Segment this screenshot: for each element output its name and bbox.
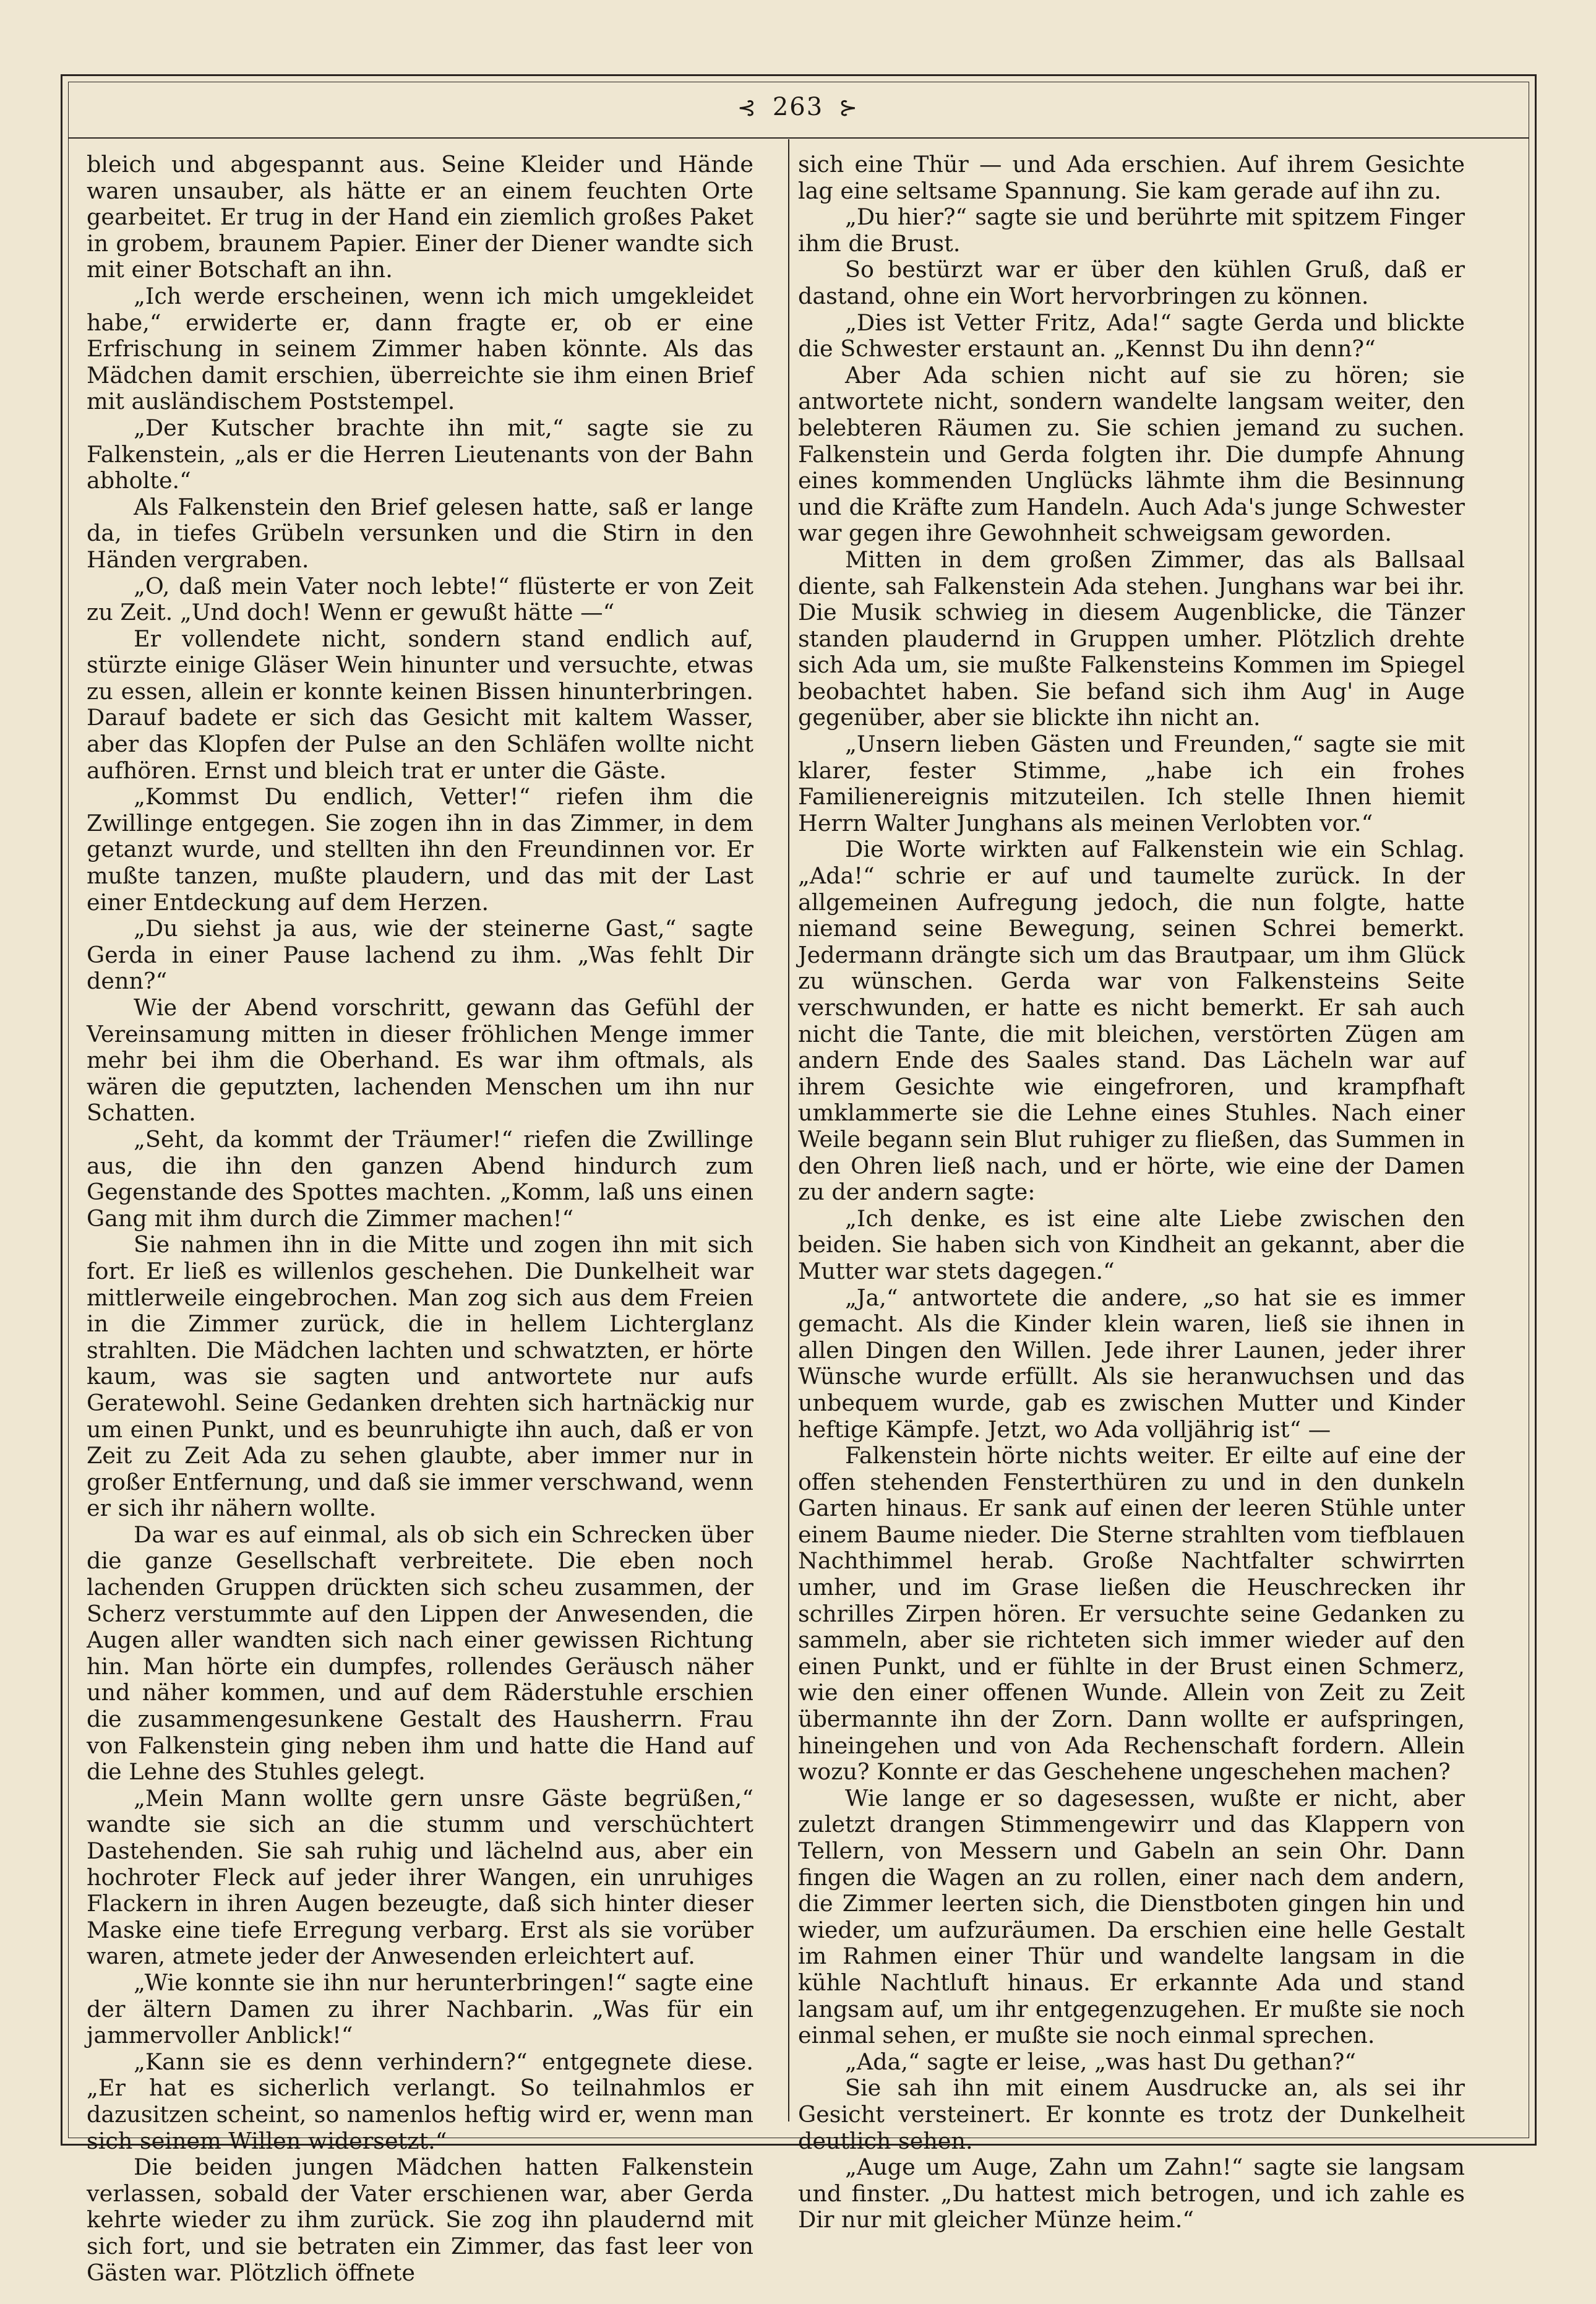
paragraph: bleich und abgespannt aus. Seine Kleider und Hände waren unsauber, als hätte er an einem feuchten Orte gearbeitet. Er trug in der Hand ein ziemlich großes Paket in grobem, braunem Papier. Einer der Diener wandte sich mit einer Botschaft an ihn. [87,151,753,283]
paragraph: Falkenstein hörte nichts weiter. Er eilte auf eine der offen stehenden Fensterthüren zu und in den dunkeln Garten hinaus. Er sank auf einen der leeren Stühle unter einem Baume nieder. Die Sterne strahlten vom tiefblauen Nachthimmel herab. Große Nachtfalter schwirrten umher, und im Grase ließen die Heuschrecken ihr schrilles Zirpen hören. Er versuchte seine Gedanken zu sammeln, aber sie richteten sich immer wieder auf den einen Punkt, und er fühlte in der Brust einen Schmerz, wie den einer offenen Wunde. Allein von Zeit zu Zeit übermannte ihn der Zorn. Dann wollte er aufspringen, hineingehen und von Ada Rechenschaft fordern. Allein wozu? Konnte er das Geschehene ungeschehen machen? [798,1442,1465,1786]
paragraph: „Seht, da kommt der Träumer!“ riefen die Zwillinge aus, die ihn den ganzen Abend hindurch zum Gegenstande des Spottes machten. „Komm, laß uns einen Gang mit ihm durch die Zimmer machen!“ [87,1125,753,1232]
right-column [798,151,1465,2233]
paragraph: Sie sah ihn mit einem Ausdrucke an, als sei ihr Gesicht versteinert. Er konnte es trotz der Dunkelheit deutlich sehen. [798,2074,1465,2154]
paragraph: „Du siehst ja aus, wie der steinerne Gast,“ sagte Gerda in einer Pause lachend zu ihm. „Was fehlt Dir denn?“ [87,915,753,995]
paragraph: „Mein Mann wollte gern unsre Gäste begrüßen,“ wandte sie sich an die stumm und verschüchtert Dastehenden. Sie sah ruhig und lächelnd aus, aber ein hochroter Fleck auf jeder ihrer Wangen, ein unruhiges Flackern in ihren Augen bezeugte, daß sich hinter dieser Maske eine tiefe Erregung verbarg. Erst als sie vorüber waren, atmete jeder der Anwesenden erleichtert auf. [87,1784,753,1970]
paragraph: sich eine Thür — und Ada erschien. Auf ihrem Gesichte lag eine seltsame Spannung. Sie kam gerade auf ihn zu. [798,151,1465,204]
paragraph: Da war es auf einmal, als ob sich ein Schrecken über die ganze Gesellschaft verbreitete. Die eben noch lachenden Gruppen drückten sich scheu zusammen, der Scherz verstummte auf den Lippen der Anwesenden, die Augen aller wandten sich nach einer gewissen Richtung hin. Man hörte ein dumpfes, rollendes Geräusch näher und näher kommen, und auf dem Räderstuhle erschien die zusammengesunkene Gestalt des Hausherrn. Frau von Falkenstein ging neben ihm und hatte die Hand auf die Lehne des Stuhles gelegt. [87,1521,753,1786]
paragraph: „Du hier?“ sagte sie und berührte mit spitzem Finger ihm die Brust. [798,204,1465,257]
paragraph: Mitten in dem großen Zimmer, das als Ballsaal diente, sah Falkenstein Ada stehen. Junghans war bei ihr. Die Musik schwieg in diesem Augenblicke, die Tänzer standen plaudernd in Gruppen umher. Plötzlich drehte sich Ada um, sie mußte Falkensteins Kommen im Spiegel beobachtet haben. Sie befand sich ihm Aug' in Auge gegenüber, aber sie blickte ihn nicht an. [798,546,1465,731]
page-number: 263 [772,93,824,121]
ornament-left-icon: ⊰ [737,95,758,121]
ornament-right-icon: ⊱ [838,95,859,121]
paragraph: „Ada,“ sagte er leise, „was hast Du gethan?“ [845,2048,1357,2075]
paragraph: Als Falkenstein den Brief gelesen hatte, saß er lange da, in tiefes Grübeln versunken und die Stirn in den Händen vergraben. [87,493,753,573]
column-divider [788,139,789,2121]
paragraph: „Ich werde erscheinen, wenn ich mich umgekleidet habe,“ erwiderte er, dann fragte er, ob er eine Erfrischung in seinem Zimmer haben könnte. Als das Mädchen damit erschien, überreichte sie ihm einen Brief mit ausländischem Poststempel. [87,282,753,415]
paragraph: „Der Kutscher brachte ihn mit,“ sagte sie zu Falkenstein, „als er die Herren Lieutenants von der Bahn abholte.“ [87,414,753,494]
paragraph: Sie nahmen ihn in die Mitte und zogen ihn mit sich fort. Er ließ es willenlos geschehen. Die Dunkelheit war mittlerweile eingebrochen. Man zog sich aus dem Freien in die Zimmer zurück, die in hellem Lichterglanz strahlten. Die Mädchen lachten und schwatzten, er hörte kaum, was sie sagten und antwortete nur aufs Geratewohl. Seine Gedanken drehten sich hartnäckig nur um einen Punkt, und es beunruhigte ihn auch, daß er von Zeit zu Zeit Ada zu sehen glaubte, aber immer nur in großer Entfernung, und daß sie immer verschwand, wenn er sich ihr nähern wollte. [87,1231,753,1522]
paragraph: Wie lange er so dagesessen, wußte er nicht, aber zuletzt drangen Stimmengewirr und das Klappern von Tellern, von Messern und Gabeln an sein Ohr. Dann fingen die Wagen an zu rollen, einer nach dem andern, die Zimmer leerten sich, die Dienstboten gingen hin und wieder, um aufzuräumen. Da erschien eine helle Gestalt im Rahmen einer Thür und wandelte langsam in die kühle Nachtluft hinaus. Er erkannte Ada und stand langsam auf, um ihr entgegenzugehen. Er mußte sie noch einmal sehen, er mußte sie noch einmal sprechen. [798,1784,1465,2049]
paragraph: Wie der Abend vorschritt, gewann das Gefühl der Vereinsamung mitten in dieser fröhlichen Menge immer mehr bei ihm die Oberhand. Es war ihm oftmals, als wären die geputzten, lachenden Menschen um ihn nur Schatten. [87,994,753,1127]
paragraph: „Wie konnte sie ihn nur herunterbringen!“ sagte eine der ältern Damen zu ihrer Nachbarin. „Was für ein jammervoller Anblick!“ [87,1969,753,2049]
paragraph: „Kann sie es denn verhindern?“ entgegnete diese. „Er hat es sicherlich verlangt. So teilnahmlos er dazusitzen scheint, so namenlos heftig wird er, wenn man sich seinem Willen widersetzt.“ [87,2048,753,2154]
paragraph: „Ja,“ antwortete die andere, „so hat sie es immer gemacht. Als die Kinder klein waren, ließ sie ihnen in allen Dingen den Willen. Jede ihrer Launen, jeder ihrer Wünsche wurde erfüllt. Als sie heranwuchsen und das unbequem wurde, gab es zwischen Mutter und Kinder heftige Kämpfe. Jetzt, wo Ada volljährig ist“ — [798,1284,1465,1443]
page-number-header [0,93,1596,121]
paragraph: Die Worte wirkten auf Falkenstein wie ein Schlag. „Ada!“ schrie er auf und taumelte zurück. In der allgemeinen Aufregung jedoch, die nun folgte, hatte niemand seine Bewegung, seinen Schrei bemerkt. Jedermann drängte sich um das Brautpaar, um ihm Glück zu wünschen. Gerda war von Falkensteins Seite verschwunden, er hatte es nicht bemerkt. Er sah auch nicht die Tante, die mit bleichen, verstörten Zügen am andern Ende des Saales stand. Das Lächeln war auf ihrem Gesichte wie eingefroren, und krampfhaft umklammerte sie die Lehne eines Stuhles. Nach einer Weile begann sein Blut ruhiger zu fließen, das Summen in den Ohren ließ nach, und er hörte, wie eine der Damen zu der andern sagte: [798,836,1465,1206]
left-column [87,151,753,2286]
paragraph: „Ich denke, es ist eine alte Liebe zwischen den beiden. Sie haben sich von Kindheit an gekannt, aber die Mutter war stets dagegen.“ [798,1205,1465,1284]
header-rule [68,137,1529,139]
paragraph: „Kommst Du endlich, Vetter!“ riefen ihm die Zwillinge entgegen. Sie zogen ihn in das Zimmer, in dem getanzt wurde, und stellten ihn den Freundinnen vor. Er mußte tanzen, mußte plaudern, und das mit der Last einer Entdeckung auf dem Herzen. [87,783,753,916]
paragraph: Aber Ada schien nicht auf sie zu hören; sie antwortete nicht, sondern wandelte langsam weiter, den belebteren Räumen zu. Sie schien jemand zu suchen. Falkenstein und Gerda folgten ihr. Die dumpfe Ahnung eines kommenden Unglücks lähmte ihm die Besinnung und die Kräfte zum Handeln. Auch Ada's junge Schwester war gegen ihre Gewohnheit schweigsam geworden. [798,361,1465,547]
paragraph: „Auge um Auge, Zahn um Zahn!“ sagte sie langsam und finster. „Du hattest mich betrogen, und ich zahle es Dir nur mit gleicher Münze heim.“ [798,2154,1465,2233]
paragraph: „O, daß mein Vater noch lebte!“ flüsterte er von Zeit zu Zeit. „Und doch! Wenn er gewußt hätte —“ [87,572,753,626]
paragraph: Er vollendete nicht, sondern stand endlich auf, stürzte einige Gläser Wein hinunter und versuchte, etwas zu essen, allein er konnte keinen Bissen hinunterbringen. Darauf badete er sich das Gesicht mit kaltem Wasser, aber das Klopfen der Pulse an den Schläfen wollte nicht aufhören. Ernst und bleich trat er unter die Gäste. [87,625,753,784]
paragraph: „Unsern lieben Gästen und Freunden,“ sagte sie mit klarer, fester Stimme, „habe ich ein frohes Familienereignis mitzuteilen. Ich stelle Ihnen hiemit Herrn Walter Junghans als meinen Verlobten vor.“ [798,731,1465,836]
paragraph: Die beiden jungen Mädchen hatten Falkenstein verlassen, sobald der Vater erschienen war, aber Gerda kehrte wieder zu ihm zurück. Sie zog ihn plaudernd mit sich fort, und sie betraten ein Zimmer, das fast leer von Gästen war. Plötzlich öffnete [87,2154,753,2286]
paragraph: „Dies ist Vetter Fritz, Ada!“ sagte Gerda und blickte die Schwester erstaunt an. „Kennst Du ihn denn?“ [798,309,1465,363]
paragraph: So bestürzt war er über den kühlen Gruß, daß er dastand, ohne ein Wort hervorbringen zu können. [798,256,1465,309]
